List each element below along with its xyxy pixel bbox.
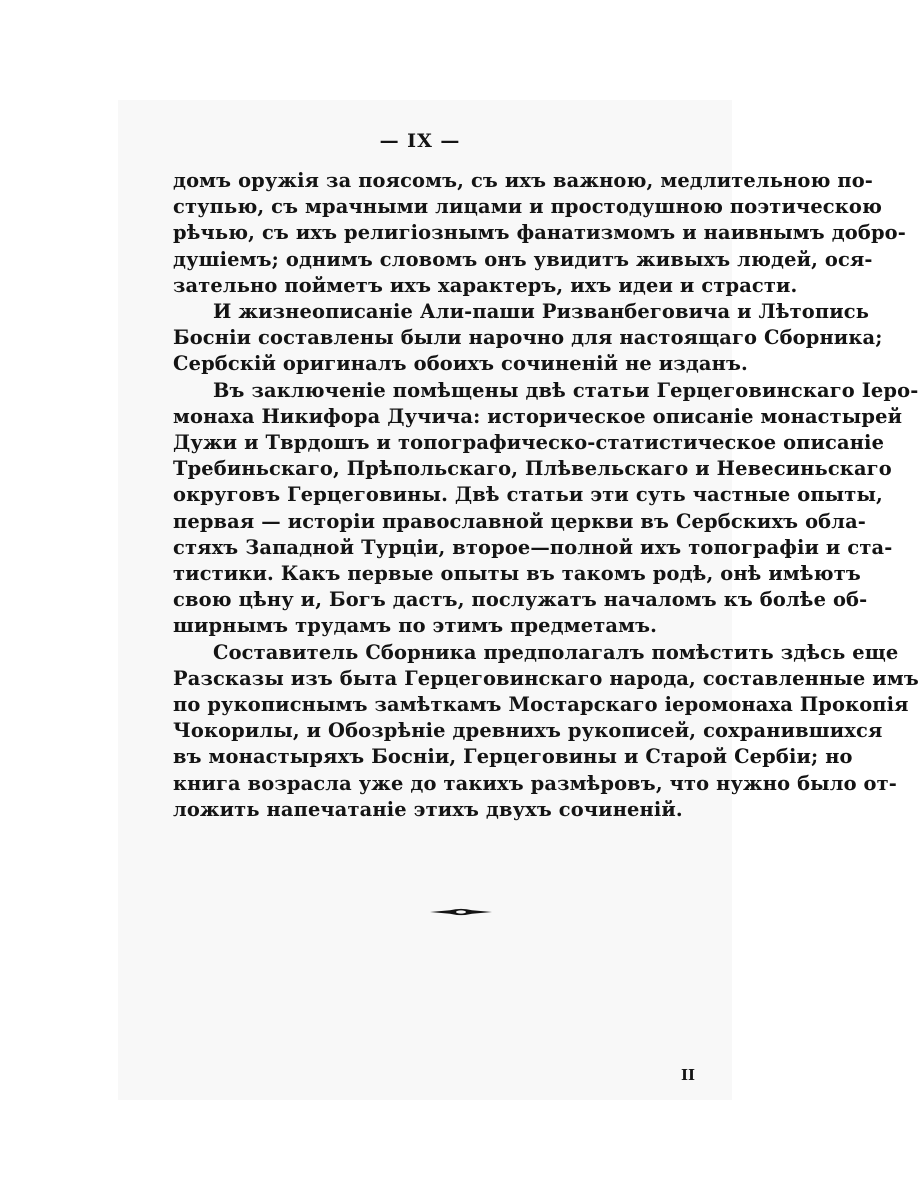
text-line: рѣчью, съ ихъ религіознымъ фанатизмомъ и наивнымъ добро- [173,221,906,245]
text-line: ступью, съ мрачными лицами и простодушною поэтическою [173,195,883,219]
body-text [173,168,919,823]
ornament-divider [430,907,492,917]
text-line: Требиньскаго, Прѣпольскаго, Плѣвельскаго и Невесиньскаго [173,457,892,481]
text-line: округовъ Герцеговины. Двѣ статьи эти суть частные опыты, [173,483,883,507]
text-line: Сербскій оригиналъ обоихъ сочиненій не изданъ. [173,352,748,376]
paragraph-1 [173,168,906,299]
text-line: Босніи составлены были нарочно для настоящаго Сборника; [173,326,883,350]
text-line: ширнымъ трудамъ по этимъ предметамъ. [173,614,658,638]
text-line: Въ заключеніе помѣщены двѣ статьи Герцеговинскаго Іеро- [213,378,919,402]
signature-mark: II [681,1066,696,1084]
text-line: ложить напечатаніе этихъ двухъ сочиненій. [173,797,683,821]
text-line: зательно пойметъ ихъ характеръ, ихъ идеи и страсти. [173,273,798,297]
text-line: свою цѣну и, Богъ дастъ, послужатъ началомъ къ болѣе об- [173,588,868,612]
text-line: въ монастыряхъ Босніи, Герцеговины и Старой Сербіи; но [173,745,853,769]
page-number: — IX — [379,130,461,152]
text-line: Чокорилы, и Обозрѣніе древнихъ рукописей, сохранившихся [173,719,883,743]
paragraph-4 [173,640,919,823]
text-line: тистики. Какъ первые опыты въ такомъ родѣ, онѣ имѣютъ [173,562,861,586]
text-line: домъ оружія за поясомъ, съ ихъ важною, медлительною по- [173,169,874,192]
paragraph-2 [173,299,883,378]
text-line: душіемъ; однимъ словомъ онъ увидитъ живыхъ людей, ося- [173,247,873,271]
text-line: книга возрасла уже до такихъ размѣровъ, что нужно было от- [173,771,898,795]
paragraph-3 [173,378,919,640]
text-line: стяхъ Западной Турціи, второе—полной ихъ топографіи и ста- [173,535,893,559]
text-line: монаха Никифора Дучича: историческое описаніе монастырей [173,404,903,428]
text-line: Разсказы изъ быта Герцеговинскаго народа, составленные имъ [173,666,919,690]
text-line: по рукописнымъ замѣткамъ Мостарскаго іеромонаха Прокопія [173,693,909,717]
text-line: И жизнеописаніе Али-паши Ризванбеговича и Лѣтопись [213,300,870,324]
text-line: Дужи и Тврдошъ и топографическо-статистическое описаніе [173,431,885,455]
text-line: Составитель Сборника предполагалъ помѣстить здѣсь еще [213,640,899,664]
text-line: первая — исторіи православной церкви въ Сербскихъ обла- [173,509,867,533]
